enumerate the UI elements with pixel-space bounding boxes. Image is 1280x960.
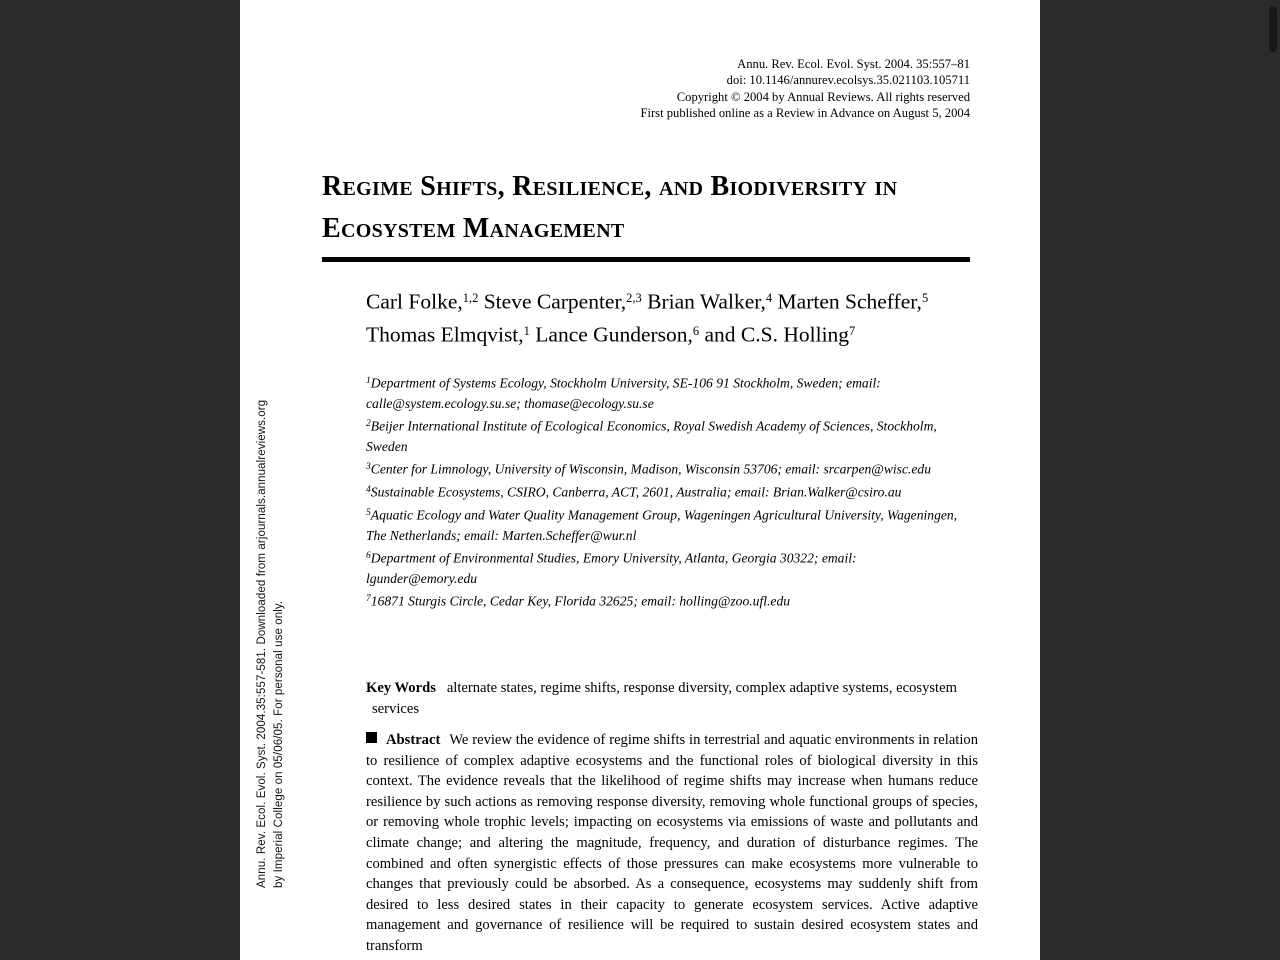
title-divider [322, 257, 970, 262]
affiliation-item [366, 503, 966, 546]
abstract-text: We review the evidence of regime shifts in terrestrial and aquatic environments in relation to resilience of complex adaptive ecosystems and the functional roles of biological diversity in this context. The evidence reveals that the likelihood of regime shifts may increase when humans reduce resilience by such actions as removing response diversity, removing whole functional groups of species, or removing whole trophic levels; impacting on ecosystems via emissions of waste and pollutants and climate change; and altering the magnitude, frequency, and duration of disturbance regimes. The combined and often synergistic effects of those pressures can make ecosystems more vulnerable to changes that previously could be absorbed. As a consequence, ecosystems may suddenly shift from desired to less desired states in their capacity to generate ecosystem services. Active adaptive management and governance of resilience will be required to sustain desired ecosystem states and transform [366, 732, 978, 954]
watermark-license-line: by Imperial College on 05/06/05. For personal use only. [273, 600, 285, 888]
masthead-citation: Annu. Rev. Ecol. Evol. Syst. 2004. 35:557–81 [737, 57, 970, 71]
keywords-section [366, 678, 972, 720]
affiliation-list [366, 371, 966, 612]
affiliation-text: 16871 Sturgis Circle, Cedar Key, Florida 32625; email: holling@zoo.ufl.edu [370, 593, 791, 609]
affiliation-text: Beijer International Institute of Ecological Economics, Royal Swedish Academy of Sciences, Stockholm, Sweden [366, 418, 937, 455]
affiliation-marker: 6 [366, 551, 371, 562]
abstract-label: Abstract [386, 732, 441, 748]
keywords-label: Key Words [366, 680, 436, 696]
affiliation-marker: 1 [366, 376, 371, 386]
affiliation-text: Department of Systems Ecology, Stockholm University, SE-106 91 Stockholm, Sweden; email: calle@system.ecology.su.se; thomase@ecology.su.se [366, 375, 881, 411]
keywords-values: alternate states, regime shifts, response diversity, complex adaptive systems, ecosystem services [372, 680, 957, 717]
affiliation-text: Sustainable Ecosystems, CSIRO, Canberra, ACT, 2601, Australia; email: Brian.Walker@csiro.au [370, 484, 902, 500]
abstract-section [366, 730, 978, 957]
affiliation-text: Department of Environmental Studies, Emory University, Atlanta, Georgia 30322; email: lgunder@emory.edu [366, 550, 857, 587]
affiliation-marker: 4 [366, 485, 371, 496]
document-page [240, 0, 1040, 960]
affiliation-item [366, 371, 966, 414]
affiliation-marker: 7 [366, 594, 371, 605]
masthead-doi: doi: 10.1146/annurev.ecolsys.35.021103.105711 [726, 73, 970, 88]
journal-masthead [322, 56, 970, 121]
affiliation-text: Center for Limnology, University of Wisconsin, Madison, Wisconsin 53706; email: srcarpen@wisc.edu [370, 461, 932, 477]
masthead-published-date: First published online as a Review in Advance on August 5, 2004 [640, 105, 970, 120]
author-list: Carl Folke,$^{1,2}$ Steve Carpenter,$^{2,3}$ Brian Walker,$^4$ Marten Scheffer,$^5$ Thomas Elmqvist,$^1$ Lance Gunderson,$^6$ and C.S. Holling$^7$ [366, 289, 929, 347]
affiliation-text: Aquatic Ecology and Water Quality Management Group, Wageningen Agricultural University, Wageningen, The Netherlands; email: Marten.Scheffer@wur.nl [366, 507, 958, 543]
affiliation-marker: 5 [366, 508, 371, 519]
affiliation-item [366, 457, 966, 480]
page-title: Regime Shifts, Resilience, and Biodiversity in Ecosystem Management [322, 171, 898, 244]
abstract-bullet-icon [366, 732, 377, 743]
vertical-scrollbar-track[interactable] [1266, 0, 1280, 960]
watermark-citation-line: Annu. Rev. Ecol. Evol. Syst. 2004.35:557-581. Downloaded from arjournals.annualreviews.org [256, 399, 268, 888]
affiliation-item [366, 589, 966, 612]
title-block [322, 166, 970, 262]
affiliation-item [366, 546, 966, 589]
affiliation-item [366, 414, 966, 457]
affiliation-item [366, 480, 966, 503]
vertical-scrollbar-thumb[interactable] [1269, 6, 1277, 52]
affiliation-marker: 2 [366, 419, 371, 430]
masthead-copyright: Copyright © 2004 by Annual Reviews. All rights reserved [676, 89, 970, 104]
affiliation-marker: 3 [366, 462, 371, 473]
